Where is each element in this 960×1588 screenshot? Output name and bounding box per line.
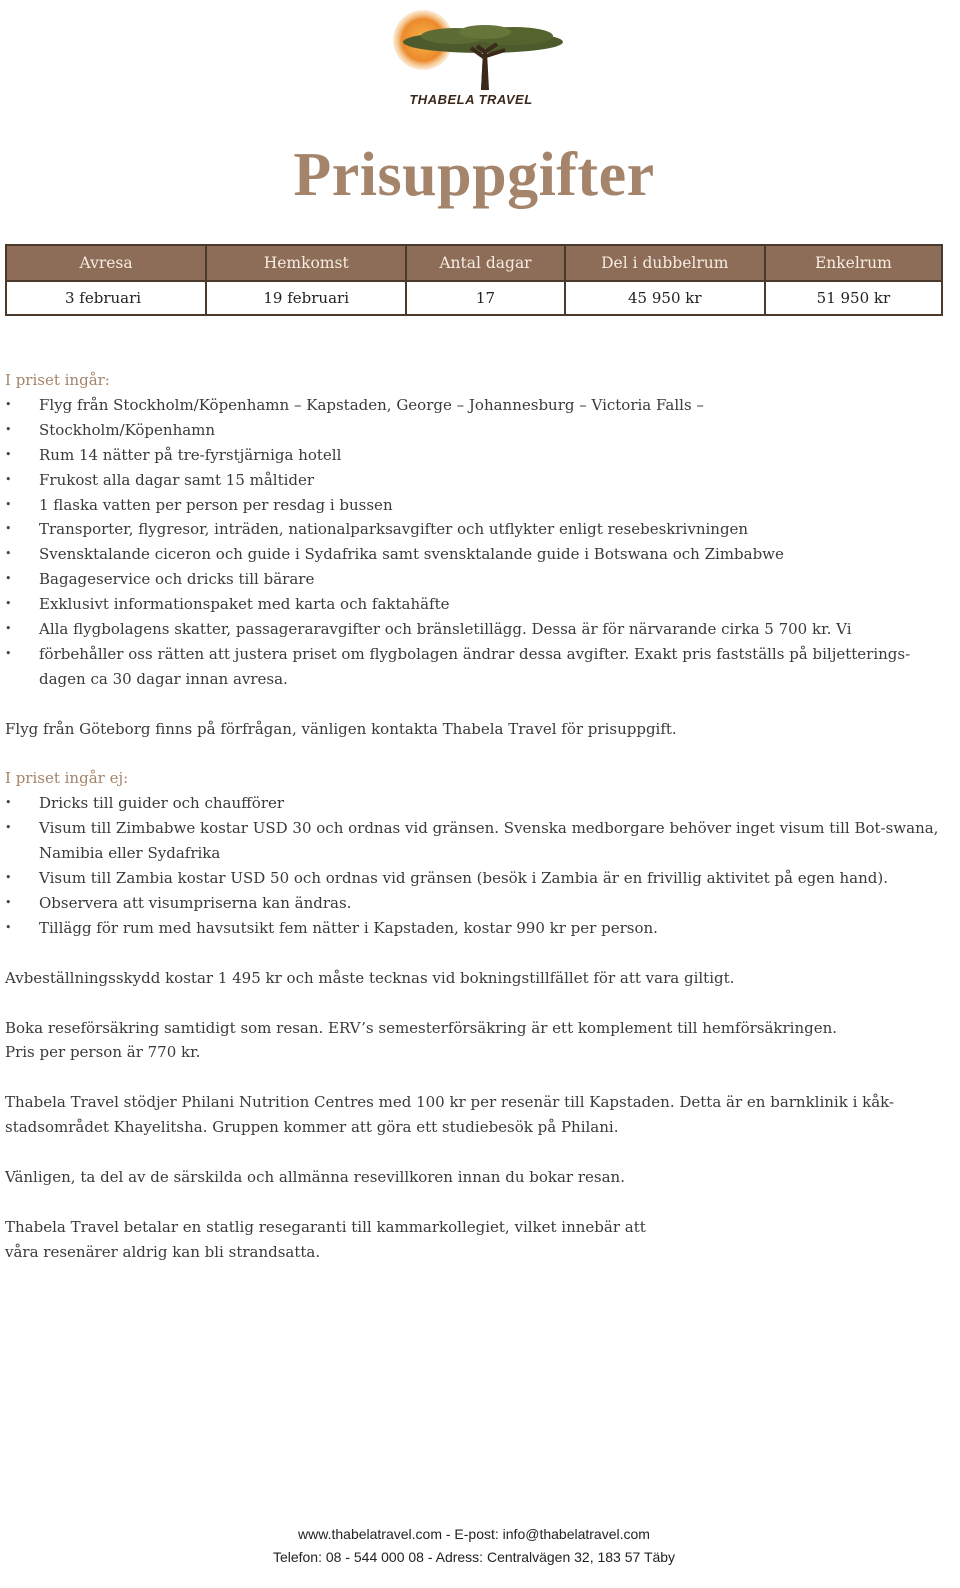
list-item: • Dricks till guider och chaufförer (5, 791, 945, 816)
cell-departure: 3 februari (6, 281, 206, 315)
list-item: • Visum till Zimbabwe kostar USD 30 och ordnas vid gränsen. Svenska medborgare behöver inget visum till Bot-swana, Namibia eller Sydafrika (5, 816, 945, 866)
cell-days: 17 (406, 281, 564, 315)
included-list (5, 393, 945, 692)
list-item: • Observera att visumpriserna kan ändras. (5, 891, 945, 916)
cell-double-room-price: 45 950 kr (565, 281, 765, 315)
not-included-heading: I priset ingår ej: (5, 769, 129, 788)
list-item: • Alla flygbolagens skatter, passageraravgifter och bränsletillägg. Dessa är för närvarande cirka 5 700 kr. Vi (5, 617, 945, 642)
list-item: • förbehåller oss rätten att justera priset om flygbolagen ändrar dessa avgifter. Exakt pris fastställs på biljetterings-dagen ca 30 dagar innan avresa. (5, 642, 945, 692)
insurance-text: Boka reseförsäkring samtidigt som resan. ERV’s semesterförsäkring är ett komplement till hemförsäkringen. (5, 1018, 838, 1037)
insurance-price: Pris per person är 770 kr. (5, 1043, 201, 1062)
list-item: • Exklusivt informationspaket med karta och faktahäfte (5, 592, 945, 617)
list-item: • Rum 14 nätter på tre-fyrstjärniga hotell (5, 443, 945, 468)
cancellation-text: Avbeställningsskydd kostar 1 495 kr och måste tecknas vid bokningstillfället för att vara giltigt. (5, 968, 735, 987)
guarantee-text-2: våra resenärer aldrig kan bli strandsatta. (5, 1242, 321, 1261)
footer-contact: www.thabelatravel.com - E-post: info@thabelatravel.com (298, 1526, 650, 1542)
acacia-tree-logo-icon (385, 6, 575, 96)
terms-text: Vänligen, ta del av de särskilda och allmänna resevillkoren innan du bokar resan. (5, 1167, 625, 1186)
page-title: Prisuppgifter (293, 141, 655, 209)
included-heading: I priset ingår: (5, 371, 110, 389)
list-item: • Bagageservice och dricks till bärare (5, 567, 945, 592)
column-header: Del i dubbelrum (565, 245, 765, 281)
price-table (5, 244, 943, 316)
list-item: • Frukost alla dagar samt 15 måltider (5, 468, 945, 493)
not-included-list (5, 791, 945, 940)
company-logo (385, 6, 575, 110)
list-item: • Svensktalande ciceron och guide i Sydafrika samt svensktalande guide i Botswana och Zimbabwe (5, 542, 945, 567)
list-item: • Transporter, flygresor, inträden, nationalparksavgifter och utflykter enligt resebeskrivningen (5, 517, 945, 542)
guarantee-text: Thabela Travel betalar en statlig resegaranti till kammarkollegiet, vilket innebär att (5, 1217, 646, 1236)
philani-text: Thabela Travel stödjer Philani Nutrition Centres med 100 kr per resenär till Kapstaden. Detta är en barnklinik i kåk-stadsområdet Khayelitsha. Gruppen kommer att göra ett studiebesök på Philani. (5, 1093, 895, 1137)
price-details (5, 368, 945, 1265)
column-header: Avresa (6, 245, 206, 281)
list-item: • Stockholm/Köpenhamn (5, 418, 945, 443)
column-header: Enkelrum (765, 245, 942, 281)
column-header: Hemkomst (206, 245, 406, 281)
list-item: • 1 flaska vatten per person per resdag i bussen (5, 493, 945, 518)
list-item: • Visum till Zambia kostar USD 50 och ordnas vid gränsen (besök i Zambia är en frivillig aktivitet på egen hand). (5, 866, 945, 891)
footer-address: Telefon: 08 - 544 000 08 - Adress: Centralvägen 32, 183 57 Täby (272, 1549, 676, 1565)
list-item: • Tillägg för rum med havsutsikt fem nätter i Kapstaden, kostar 990 kr per person. (5, 916, 945, 941)
column-header: Antal dagar (406, 245, 564, 281)
table-row (6, 281, 942, 315)
list-item: • Flyg från Stockholm/Köpenhamn – Kapstaden, George – Johannesburg – Victoria Falls – (5, 393, 945, 418)
logo-wordmark: THABELA TRAVEL (409, 92, 533, 107)
table-header-row (6, 245, 942, 281)
cell-single-room-price: 51 950 kr (765, 281, 942, 315)
cell-return: 19 februari (206, 281, 406, 315)
goteborg-note: Flyg från Göteborg finns på förfrågan, vänligen kontakta Thabela Travel för prisuppgift. (5, 719, 677, 738)
